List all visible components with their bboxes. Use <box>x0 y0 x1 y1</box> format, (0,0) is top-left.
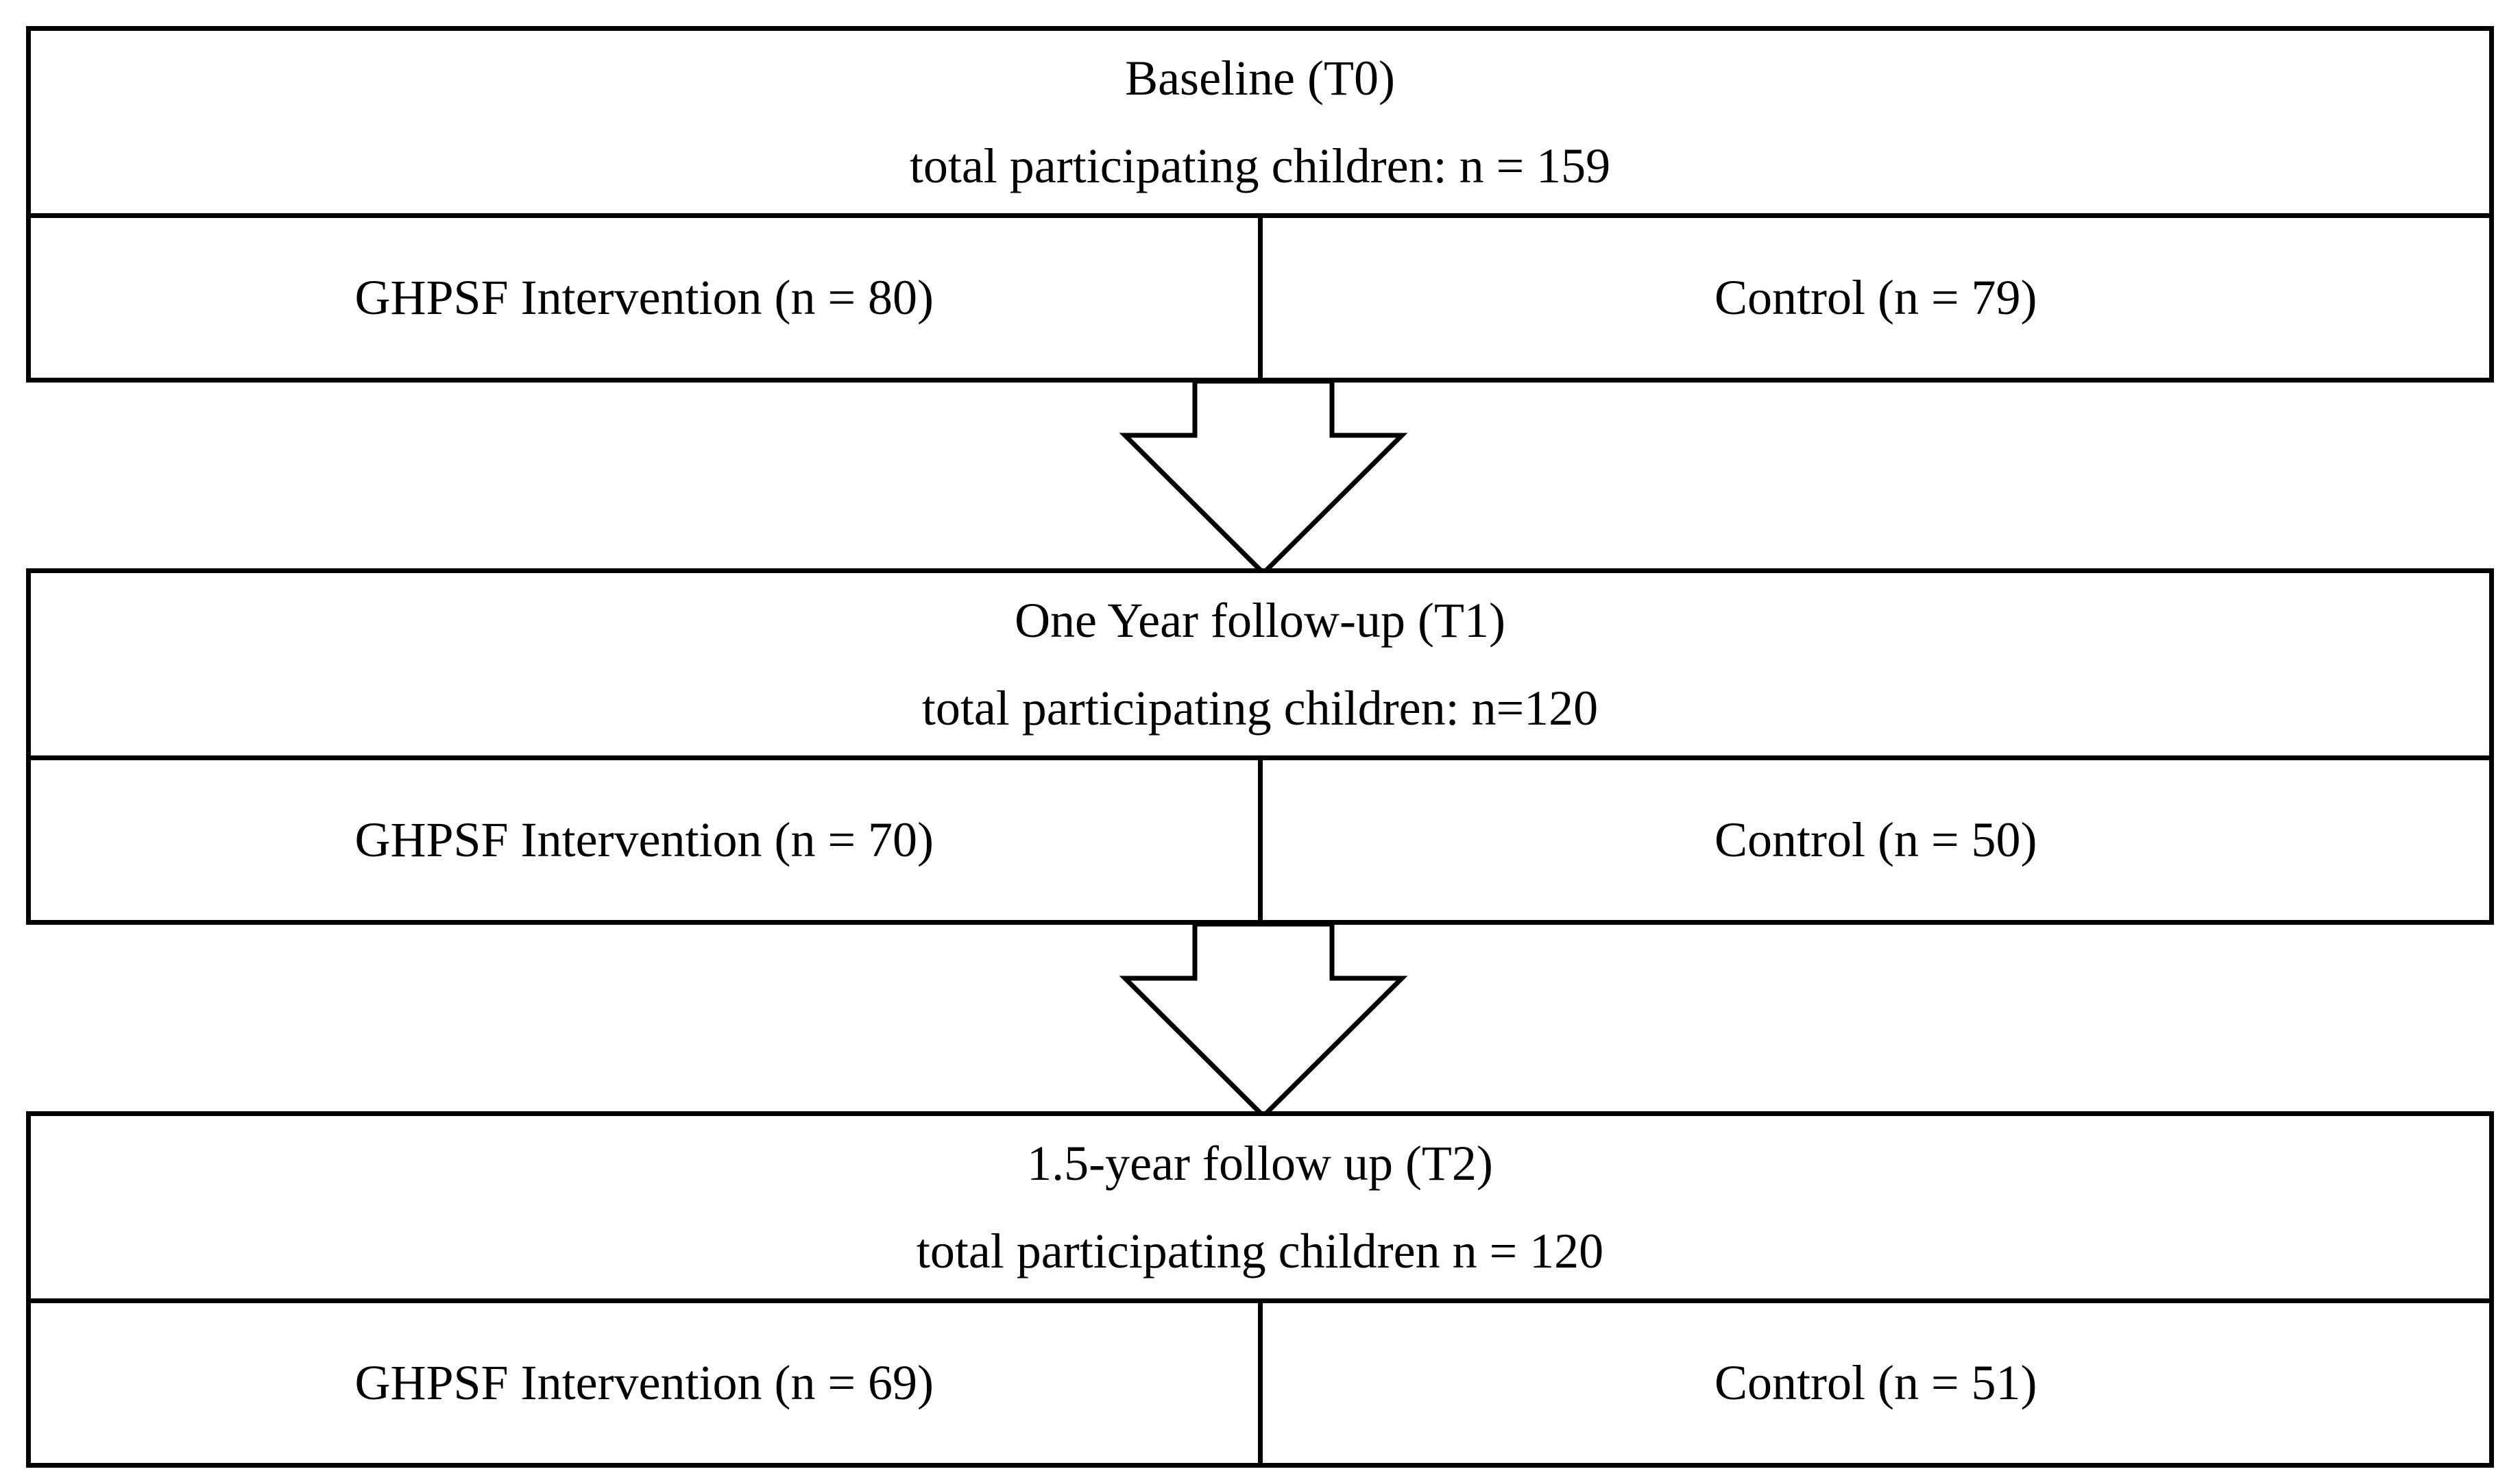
stage-total-participants: total participating children n = 120 <box>916 1224 1604 1279</box>
stage-total-participants: total participating children: n=120 <box>921 681 1599 736</box>
stage-t2-box <box>26 1111 2494 1468</box>
stage-header <box>31 573 2489 760</box>
control-arm: Control (n = 79) <box>1714 270 2037 325</box>
stage-t1-box <box>26 568 2494 925</box>
stage-total-participants: total participating children: n = 159 <box>909 138 1611 193</box>
stage-baseline-box <box>26 26 2494 383</box>
stage-title: 1.5-year follow up (T2) <box>1027 1136 1493 1191</box>
down-arrow-icon <box>0 924 2520 1130</box>
stage-header <box>31 31 2489 218</box>
arms-row <box>31 218 2489 378</box>
down-arrow-icon <box>0 381 2520 587</box>
arms-row <box>31 760 2489 920</box>
stage-title: Baseline (T0) <box>1125 51 1395 106</box>
stage-header <box>31 1116 2489 1303</box>
control-arm: Control (n = 50) <box>1714 812 2037 867</box>
stage-title: One Year follow-up (T1) <box>1015 593 1505 648</box>
arms-row <box>31 1303 2489 1463</box>
intervention-arm: GHPSF Intervention (n = 80) <box>31 218 1263 378</box>
intervention-arm: GHPSF Intervention (n = 70) <box>31 760 1263 920</box>
intervention-arm: GHPSF Intervention (n = 69) <box>31 1303 1263 1463</box>
control-arm: Control (n = 51) <box>1714 1355 2037 1410</box>
